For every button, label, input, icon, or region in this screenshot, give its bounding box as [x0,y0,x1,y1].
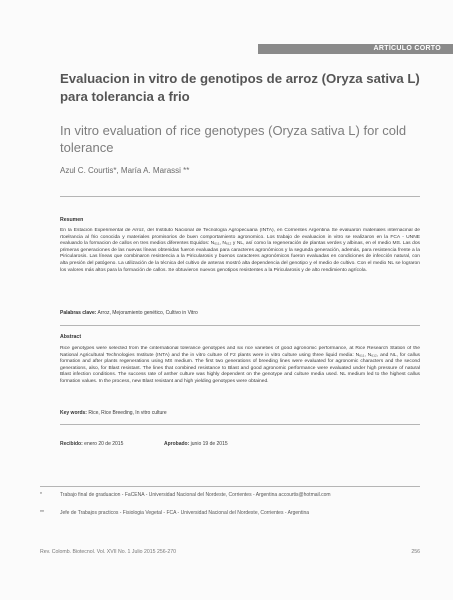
resumen-heading: Resumen [60,217,84,223]
footnote-2-text: Jefe de Trabajos practicos - Fisiologia Vegetal - FCA - Universidad Nacional del Nordeste, Corrientes - Argentina [60,510,310,516]
abstract-heading: Abstract [60,334,82,340]
approved-value: junio 19 de 2015 [189,441,228,447]
section-badge [258,44,453,54]
page-footer [40,549,420,556]
resumen-text: En la Estación Experimental de Arroz, del Instituto Nacional de Tecnología Agropecuaria (INTA), en Corrientes Argentina Se evaluaron materiales internacinal de rtoelrancia al frio conocida y materiales promisorios de buen comportamiento agronomico. Los trabajo de evaluacion in vitro se realizaron en la FCA - UNNE evaluando la formacion de callos en tres medios diferentes Equidos: N₆₁₁, N₆₁₂ y NL, así como la regeneración de plantas verdes y albinas, en el medio MS. Las dos primeras generaciones de las nuevas líneas obtenidas fueron evaluadas para caracteres agronómicos y la segunda generación, además, para resistencia frente a la Piricularosis. Las líneas que combinaron resistencia a la Piricularosis y buenos caracteres agronómicos fueron evaluadas en condiciones de infección natural, con alta presión del patógeno. La utilización de la técnica del cultivo de anteras mostró alta dependencia del genotipo y el medio de cultivo. Con el medio NL se lograron los valores más altos para la formación de callos. Se obtuvieron nuevos genotipos resistentes a la Piricularosis y de alto rendimiento agrícola. [60,228,420,273]
section-badge-label: ARTÍCULO CORTO [373,45,441,52]
authors: Azul C. Courtis*, María A. Marassi ** [60,166,190,175]
footnote-2-mark: ** [40,510,44,516]
received-value: enero 20 de 2015 [82,441,124,447]
footnote-1-text: Trabajo final de graduacion - FaCENA - Universidad Nacional del Nordeste, Corrientes - Argentina accourtis@hotmail.com [60,492,331,498]
keywords [60,410,420,417]
keywords-label: Key words: [60,410,87,416]
palabras-clave [60,310,420,317]
footnote-1-mark: * [40,492,42,498]
divider-bottom [60,424,420,425]
page-number: 256 [411,549,420,555]
received-label: Recibido: [60,441,83,447]
palabras-clave-text: Arroz, Mejoramiento genético, Cultivo in Vitro [96,310,198,316]
divider-top [60,196,420,197]
approved-label: Aprobado: [164,441,190,447]
approved-date [164,441,228,448]
dates-row [60,441,420,448]
footnote-divider [40,486,420,487]
title-spanish: Evaluacion in vitro de genotipos de arroz (Oryza sativa L) para tolerancia a frio [60,71,420,104]
divider-middle [60,325,420,326]
abstract-text: Rice genotypes were selected from the cinternational tolerance genotypes and six rice varieties of good agronomic performance, at Rice Research Station of the National Agricultural Technologies Institute (INTA) and the in vitro culture of F2 plants were in vitro culture using three liquid media: N₆₁₁, N₆₁₂, and NL, for callus formation and after plants regenerations using MS medium. The first two generations of breeding lines were evaluated for agronomic characters and the second generations, also, for Blast resistant. The lines that combined resistance to Blast and good agronomic performance were evaluated under high pressure of natural Blast infection conditions. The success rate of anther culture was highly dependent on the genotype and culture media used. NL medium led to the highest callus formation values. In the process, new Blast resistant and high yielding genotypes were obtained. [60,346,420,384]
palabras-clave-label: Palabras clave: [60,310,97,316]
journal-citation: Rev. Colomb. Biotecnol. Vol. XVII No. 1 Julio 2015 256-270 [40,549,177,555]
keywords-text: Rice, Rice Breeding, In vitro culture [86,410,167,416]
title-english: In vitro evaluation of rice genotypes (Oryza sativa L) for cold tolerance [60,123,407,155]
received-date [60,441,123,447]
